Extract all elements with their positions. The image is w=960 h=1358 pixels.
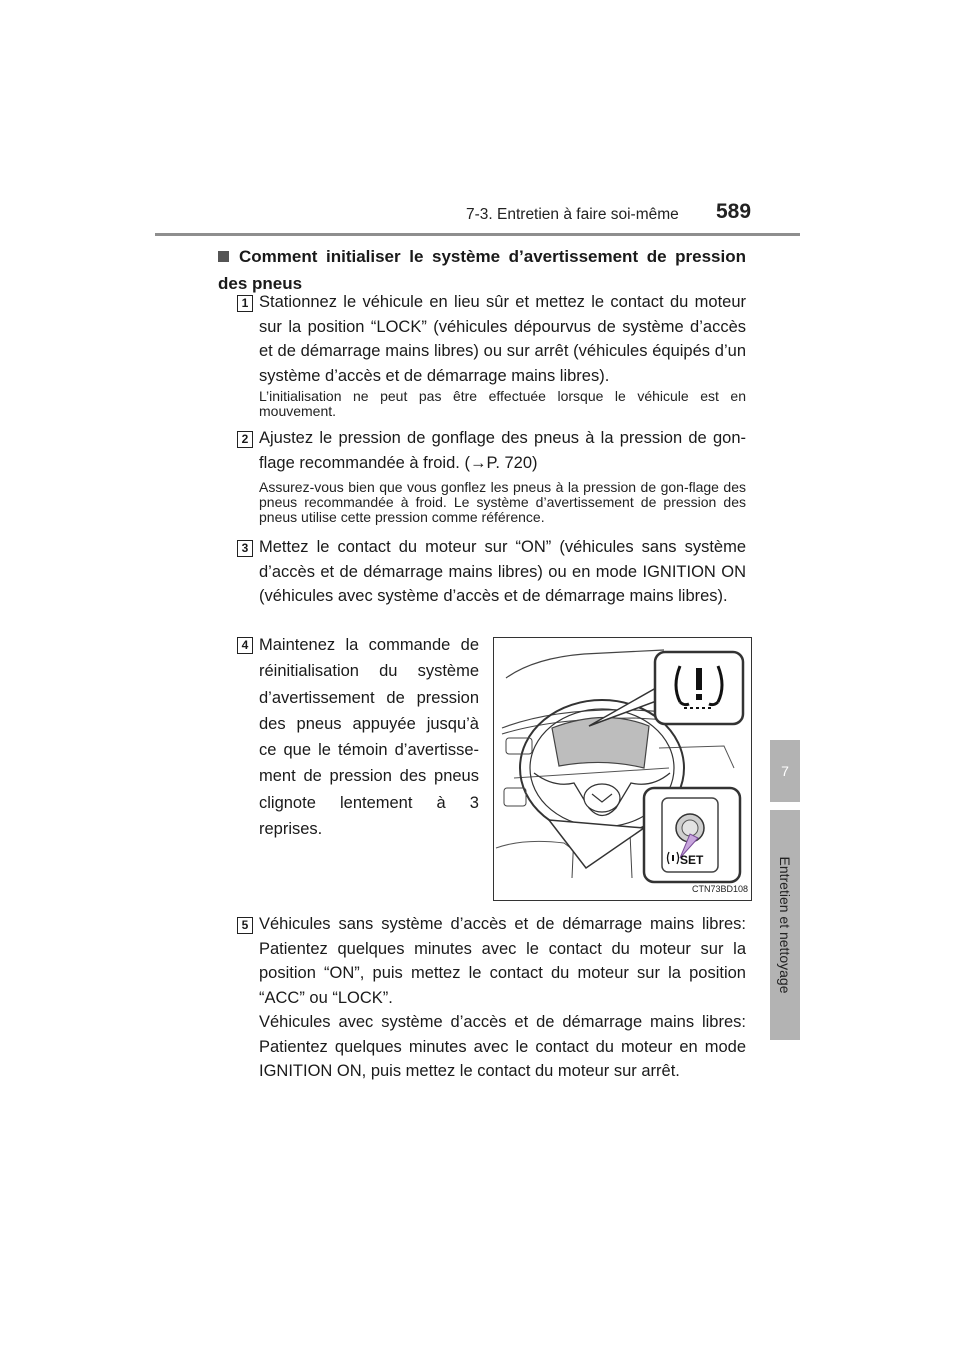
step-number-4: 4 xyxy=(237,637,253,654)
figure-code: CTN73BD108 xyxy=(692,884,749,894)
step-number-2: 2 xyxy=(237,431,253,448)
step-number-3: 3 xyxy=(237,540,253,557)
section-heading xyxy=(218,243,746,297)
step-2-note: Assurez-vous bien que vous gonflez les pneus à la pression de gon-flage des pneus recommandée à froid. Le système d’avertissement de pression des pneus utilise cette pression comme référence. xyxy=(259,479,746,525)
section-heading-text: Comment initialiser le système d’avertissement de pression des pneus xyxy=(218,247,746,293)
step-4-text: Maintenez la commande de réinitialisation du système d’avertissement de pression des pneus appuyée jusqu’à ce que le témoin d’avertisse-ment de pression des pneus clignote lentement à 3 reprises. xyxy=(259,636,479,839)
set-button-icon xyxy=(662,798,718,872)
square-bullet-icon xyxy=(218,251,229,262)
step-5-text-a: Véhicules sans système d’accès et de démarrage mains libres: Patientez quelques minutes avec le contact du moteur sur la position “ON”, puis mettez le contact du moteur sur la position “ACC” ou “LOCK”. xyxy=(259,915,746,1007)
step-3-text: Mettez le contact du moteur sur “ON” (véhicules sans système d’accès et de démarrage mains libres) ou en mode IGNITION ON (véhicules avec système d’accès et de démarrage mains libres). xyxy=(259,538,746,605)
figure-dashboard-illustration xyxy=(493,637,752,901)
chapter-tab-title: Entretien et nettoyage xyxy=(777,856,793,994)
page-number: 589 xyxy=(716,200,752,223)
chapter-tab-number: 7 xyxy=(770,740,800,802)
header-rule xyxy=(155,233,800,236)
header-section-title: 7-3. Entretien à faire soi-même xyxy=(466,206,679,223)
step-1-text: Stationnez le véhicule en lieu sûr et mettez le contact du moteur sur la position “LOCK” (véhicules dépourvus de système d’accès et de démarrage mains libres) ou sur arrêt (véhicules équipés d’un système d’accès et de démarrage mains libres). xyxy=(259,293,746,385)
step-number-5: 5 xyxy=(237,917,253,934)
step-number-1: 1 xyxy=(237,295,253,312)
step-2-text: Ajustez le pression de gonflage des pneus à la pression de gon-flage recommandée à froid. (→P. 720) xyxy=(259,429,746,472)
dashboard-illustration xyxy=(494,638,751,900)
step-5-text-b: Véhicules avec système d’accès et de démarrage mains libres: Patientez quelques minutes avec le contact du moteur en mode IGNITION ON, puis mettez le contact du moteur sur arrêt. xyxy=(259,1013,746,1080)
chapter-tab xyxy=(770,810,800,1040)
set-button-label: SET xyxy=(680,853,704,867)
step-1-note: L’initialisation ne peut pas être effectuée lorsque le véhicule est en mouvement. xyxy=(259,388,746,419)
